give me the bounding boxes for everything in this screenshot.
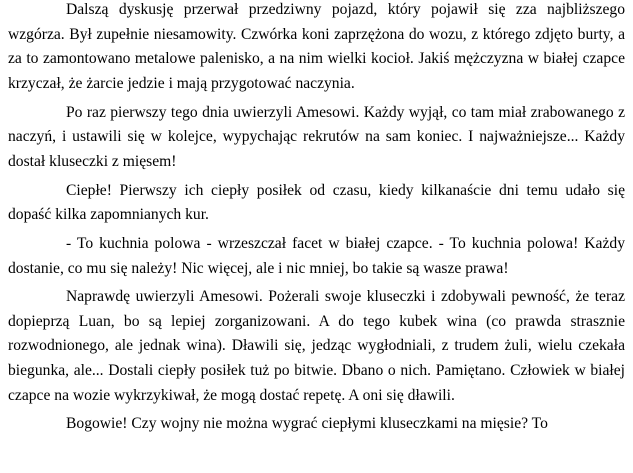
paragraph: Dalszą dyskusję przerwał przedziwny pojazd, który pojawił się zza najbliższego wzgórza. Był zupełnie niesamowity. Czwórka koni zaprzężona do wozu, z którego zdjęto burty, a za to zamontowano metalowe palenisko, a na nim wielki kocioł. Jakiś mężczyzna w białej czapce krzyczał, że żarcie jedzie i mają przygotować naczynia. [8, 1, 625, 92]
paragraph: Bogowie! Czy wojny nie można wygrać ciepłymi kluseczkami na mięsie? To [66, 415, 548, 433]
paragraph: - To kuchnia polowa - wrzeszczał facet w białej czapce. - To kuchnia polowa! Każdy dostanie, co mu się należy! Nic więcej, ale i nic mniej, bo takie są wasze prawa! [8, 234, 625, 277]
paragraph: Po raz pierwszy tego dnia uwierzyli Amesowi. Każdy wyjął, co tam miał zrabowanego z naczyń, i ustawili się w kolejce, wypychając rekrutów na sam koniec. I najważniejsze... Każdy dostał kluseczki z mięsem! [8, 103, 625, 170]
document-body [8, 0, 625, 441]
paragraph: Naprawdę uwierzyli Amesowi. Pożerali swoje kluseczki i zdobywali pewność, że teraz dopieprzą Luan, bo są lepiej zorganizowani. A do tego kubek wina (co prawda strasznie rozwodnionego, ale jednak wina). Dławili się, jedząc wygłodniali, z trudem żuli, wielu czekała biegunka, ale... Dostali ciepły posiłek tuż po bitwie. Dbano o nich. Pamiętano. Człowiek w białej czapce na wozie wykrzykiwał, że mogą dostać repetę. A oni się dławili. [8, 288, 625, 404]
paragraph: Ciepłe! Pierwszy ich ciepły posiłek od czasu, kiedy kilkanaście dni temu udało się dopaść kilka zapomnianych kur. [8, 181, 625, 224]
